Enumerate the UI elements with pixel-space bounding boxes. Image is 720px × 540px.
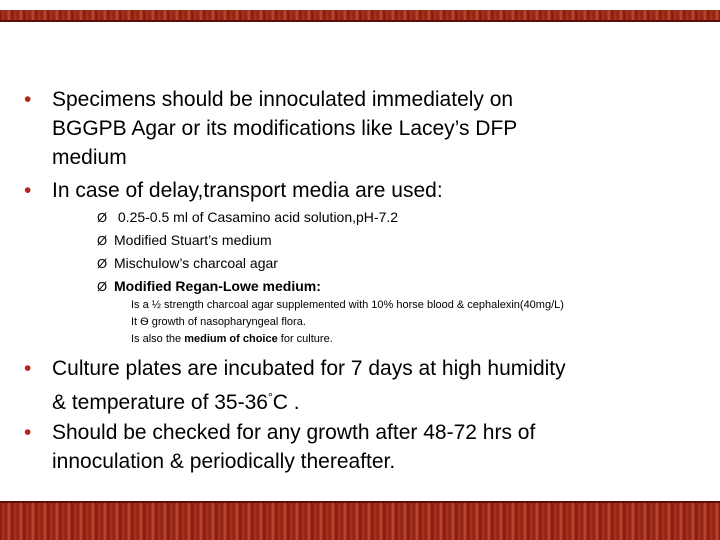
sub-item-text: Modified Stuart’s medium (114, 232, 272, 248)
sub-item-text: Mischulow’s charcoal agar (114, 255, 278, 271)
note-line-1: Is a ½ strength charcoal agar supplemented with 10% horse blood & cephalexin(40mg/L) (131, 299, 564, 311)
bottom-decorative-band (0, 503, 720, 540)
note-text: Is also the (131, 333, 185, 345)
sub-item-text: Modified Regan-Lowe medium: (114, 278, 321, 294)
note-line-2: It Ѳ growth of nasopharyngeal flora. (131, 316, 306, 328)
bullet-line (52, 383, 664, 417)
bullet-line-text: C . (272, 391, 300, 414)
arrow-icon: Ø (97, 233, 108, 248)
bullet-line: In case of delay,transport media are used: (52, 179, 443, 202)
degree-symbol: ° (267, 390, 273, 404)
sub-item-mischulow (97, 253, 278, 274)
note-text: for culture. (277, 333, 333, 345)
bullet-marker: • (24, 357, 32, 380)
note-emphasis: medium of choice (184, 333, 278, 345)
bullet-line: Should be checked for any growth after 48-72 hrs of (52, 421, 536, 444)
bullet-line: innoculation & periodically thereafter. (52, 450, 396, 473)
bullet-item-delay (24, 176, 664, 205)
bullet-item-checked (24, 418, 664, 476)
bullet-item-culture (24, 354, 664, 417)
bullet-marker: • (24, 179, 32, 202)
bullet-marker: • (24, 88, 32, 111)
bullet-item-specimens (24, 85, 664, 172)
sub-item-regan-lowe (97, 276, 321, 297)
arrow-icon: Ø (97, 279, 108, 294)
sub-item-casamino (97, 207, 398, 228)
top-decorative-band (0, 10, 720, 20)
bullet-marker: • (24, 421, 32, 444)
arrow-icon: Ø (97, 210, 108, 225)
note-line-3 (131, 332, 333, 347)
arrow-icon: Ø (97, 256, 108, 271)
bullet-line: Culture plates are incubated for 7 days at high humidity (52, 357, 566, 380)
sub-item-stuart (97, 230, 272, 251)
bullet-line: medium (52, 146, 127, 169)
sub-item-text: 0.25-0.5 ml of Casamino acid solution,pH-7.2 (114, 209, 399, 225)
bullet-line: BGGPB Agar or its modifications like Lacey’s DFP (52, 117, 518, 140)
bullet-line: Specimens should be innoculated immediately on (52, 88, 514, 111)
bullet-line-text: & temperature of 35-36 (52, 391, 268, 414)
